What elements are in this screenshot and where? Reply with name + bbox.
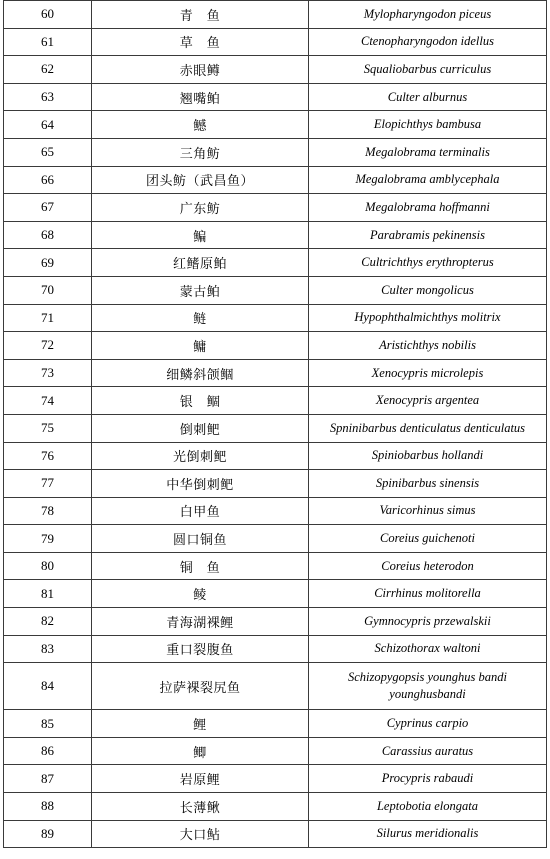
row-number: 76 xyxy=(4,442,92,470)
row-number: 79 xyxy=(4,525,92,553)
latin-name: Culter alburnus xyxy=(309,83,547,111)
latin-name: Coreius guichenoti xyxy=(309,525,547,553)
row-number: 65 xyxy=(4,138,92,166)
latin-name: Silurus meridionalis xyxy=(309,820,547,848)
chinese-name: 青海湖裸鲤 xyxy=(92,608,309,636)
row-number: 61 xyxy=(4,28,92,56)
latin-name: Varicorhinus simus xyxy=(309,497,547,525)
chinese-name: 银 鲴 xyxy=(92,387,309,415)
table-row xyxy=(4,525,547,553)
row-number: 68 xyxy=(4,221,92,249)
latin-name: Xenocypris argentea xyxy=(309,387,547,415)
species-table xyxy=(3,0,547,848)
chinese-name: 倒刺鲃 xyxy=(92,414,309,442)
row-number: 89 xyxy=(4,820,92,848)
table-row xyxy=(4,332,547,360)
table-row xyxy=(4,442,547,470)
row-number: 77 xyxy=(4,470,92,498)
table-row xyxy=(4,83,547,111)
row-number: 85 xyxy=(4,710,92,738)
latin-name: Spninibarbus denticulatus denticulatus xyxy=(309,414,547,442)
chinese-name: 长薄鳅 xyxy=(92,793,309,821)
table-row xyxy=(4,111,547,139)
chinese-name: 铜 鱼 xyxy=(92,552,309,580)
latin-name: Cirrhinus molitorella xyxy=(309,580,547,608)
latin-name: Schizothorax waltoni xyxy=(309,635,547,663)
chinese-name: 蒙古鲌 xyxy=(92,276,309,304)
table-row xyxy=(4,194,547,222)
latin-name: Schizopygopsis younghus bandi younghusbandi xyxy=(309,663,547,710)
row-number: 60 xyxy=(4,1,92,29)
row-number: 72 xyxy=(4,332,92,360)
latin-name: Coreius heterodon xyxy=(309,552,547,580)
row-number: 62 xyxy=(4,56,92,84)
latin-name: Carassius auratus xyxy=(309,737,547,765)
row-number: 80 xyxy=(4,552,92,580)
latin-name: Aristichthys nobilis xyxy=(309,332,547,360)
table-row xyxy=(4,635,547,663)
table-row xyxy=(4,221,547,249)
latin-name: Megalobrama amblycephala xyxy=(309,166,547,194)
row-number: 82 xyxy=(4,608,92,636)
table-row xyxy=(4,820,547,848)
chinese-name: 鲫 xyxy=(92,737,309,765)
row-number: 67 xyxy=(4,194,92,222)
chinese-name: 中华倒刺鲃 xyxy=(92,470,309,498)
latin-name: Mylopharyngodon piceus xyxy=(309,1,547,29)
row-number: 78 xyxy=(4,497,92,525)
chinese-name: 鲮 xyxy=(92,580,309,608)
latin-name: Ctenopharyngodon idellus xyxy=(309,28,547,56)
latin-name: Spiniobarbus hollandi xyxy=(309,442,547,470)
table-row xyxy=(4,249,547,277)
latin-name: Megalobrama terminalis xyxy=(309,138,547,166)
latin-name: Elopichthys bambusa xyxy=(309,111,547,139)
chinese-name: 翘嘴鲌 xyxy=(92,83,309,111)
latin-name: Xenocypris microlepis xyxy=(309,359,547,387)
chinese-name: 岩原鲤 xyxy=(92,765,309,793)
table-row xyxy=(4,663,547,710)
chinese-name: 圆口铜鱼 xyxy=(92,525,309,553)
table-row xyxy=(4,497,547,525)
table-row xyxy=(4,56,547,84)
row-number: 69 xyxy=(4,249,92,277)
row-number: 66 xyxy=(4,166,92,194)
latin-name: Megalobrama hoffmanni xyxy=(309,194,547,222)
table-row xyxy=(4,1,547,29)
chinese-name: 拉萨裸裂尻鱼 xyxy=(92,663,309,710)
row-number: 63 xyxy=(4,83,92,111)
chinese-name: 光倒刺鲃 xyxy=(92,442,309,470)
table-row xyxy=(4,138,547,166)
chinese-name: 鳙 xyxy=(92,332,309,360)
row-number: 87 xyxy=(4,765,92,793)
chinese-name: 三角鲂 xyxy=(92,138,309,166)
latin-name: Cultrichthys erythropterus xyxy=(309,249,547,277)
latin-name: Gymnocypris przewalskii xyxy=(309,608,547,636)
table-row xyxy=(4,166,547,194)
latin-name: Culter mongolicus xyxy=(309,276,547,304)
row-number: 64 xyxy=(4,111,92,139)
chinese-name: 广东鲂 xyxy=(92,194,309,222)
table-row xyxy=(4,276,547,304)
species-table-body xyxy=(4,1,547,848)
row-number: 86 xyxy=(4,737,92,765)
table-row xyxy=(4,470,547,498)
latin-name: Hypophthalmichthys molitrix xyxy=(309,304,547,332)
latin-name: Procypris rabaudi xyxy=(309,765,547,793)
chinese-name: 红鳍原鲌 xyxy=(92,249,309,277)
table-row xyxy=(4,608,547,636)
chinese-name: 鳡 xyxy=(92,111,309,139)
table-row xyxy=(4,710,547,738)
row-number: 70 xyxy=(4,276,92,304)
row-number: 81 xyxy=(4,580,92,608)
table-row xyxy=(4,304,547,332)
chinese-name: 草 鱼 xyxy=(92,28,309,56)
chinese-name: 鳊 xyxy=(92,221,309,249)
table-row xyxy=(4,580,547,608)
latin-name: Leptobotia elongata xyxy=(309,793,547,821)
latin-name: Spinibarbus sinensis xyxy=(309,470,547,498)
row-number: 75 xyxy=(4,414,92,442)
table-row xyxy=(4,387,547,415)
chinese-name: 团头鲂（武昌鱼） xyxy=(92,166,309,194)
row-number: 71 xyxy=(4,304,92,332)
chinese-name: 白甲鱼 xyxy=(92,497,309,525)
latin-name: Parabramis pekinensis xyxy=(309,221,547,249)
table-row xyxy=(4,359,547,387)
chinese-name: 重口裂腹鱼 xyxy=(92,635,309,663)
species-table-page xyxy=(3,0,547,855)
table-row xyxy=(4,28,547,56)
row-number: 84 xyxy=(4,663,92,710)
chinese-name: 青 鱼 xyxy=(92,1,309,29)
chinese-name: 鲤 xyxy=(92,710,309,738)
chinese-name: 赤眼鳟 xyxy=(92,56,309,84)
table-row xyxy=(4,552,547,580)
row-number: 73 xyxy=(4,359,92,387)
chinese-name: 大口鲇 xyxy=(92,820,309,848)
latin-name: Squaliobarbus curriculus xyxy=(309,56,547,84)
chinese-name: 鲢 xyxy=(92,304,309,332)
chinese-name: 细鳞斜颌鲴 xyxy=(92,359,309,387)
table-row xyxy=(4,737,547,765)
table-row xyxy=(4,793,547,821)
table-row xyxy=(4,414,547,442)
table-row xyxy=(4,765,547,793)
row-number: 74 xyxy=(4,387,92,415)
row-number: 83 xyxy=(4,635,92,663)
latin-name: Cyprinus carpio xyxy=(309,710,547,738)
row-number: 88 xyxy=(4,793,92,821)
